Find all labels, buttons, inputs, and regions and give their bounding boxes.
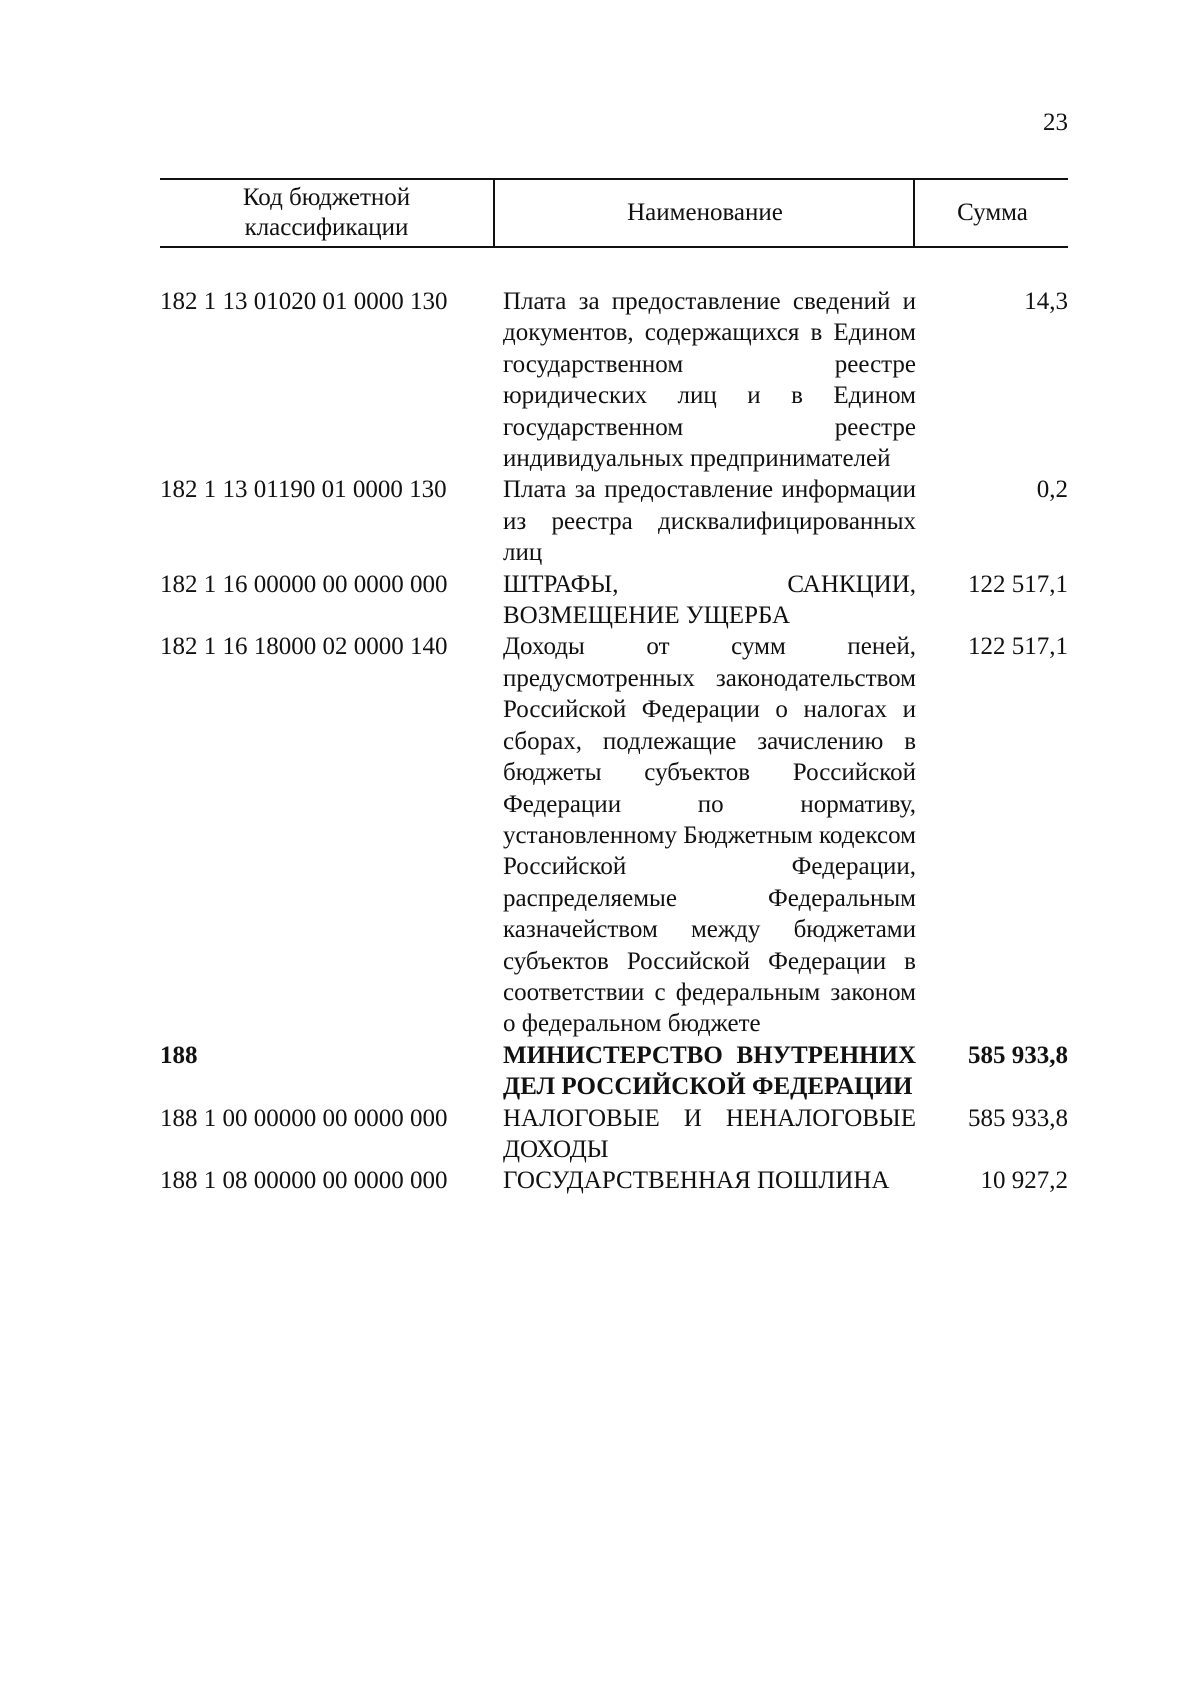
row-name: ГОСУДАРСТВЕННАЯ ПОШЛИНА bbox=[503, 1167, 890, 1195]
row-sum: 14,3 bbox=[1024, 288, 1068, 315]
header-code-label: Код бюджетной классификации bbox=[242, 184, 411, 241]
row-code: 182 1 16 00000 00 0000 000 bbox=[160, 570, 448, 598]
row-name: НАЛОГОВЫЕ И НЕНАЛОГОВЫЕ ДОХОДЫ bbox=[503, 1104, 916, 1163]
row-sum: 0,2 bbox=[1036, 476, 1068, 504]
row-sum: 10 927,2 bbox=[980, 1167, 1068, 1195]
row-sum: 585 933,8 bbox=[968, 1104, 1068, 1132]
header-code bbox=[160, 180, 493, 246]
row-name: ШТРАФЫ, САНКЦИИ, ВОЗМЕЩЕНИЕ УЩЕРБА bbox=[503, 570, 916, 630]
row-code: 182 1 13 01190 01 0000 130 bbox=[160, 476, 447, 504]
row-code: 188 1 00 00000 00 0000 000 bbox=[160, 1104, 448, 1132]
table-row-ministry bbox=[160, 1040, 1068, 1103]
row-sum: 122 517,1 bbox=[968, 570, 1068, 598]
row-name: МИНИСТЕРСТВО ВНУТРЕННИХ ДЕЛ РОССИЙСКОЙ ФЕДЕРАЦИИ bbox=[503, 1041, 916, 1101]
row-sum: 585 933,8 bbox=[968, 1041, 1068, 1069]
table-row bbox=[160, 569, 1068, 632]
row-name: Плата за предоставление информации из реестра дисквалифицированных лиц bbox=[503, 476, 916, 567]
header-sum bbox=[913, 180, 1070, 246]
row-code: 182 1 13 01020 01 0000 130 bbox=[160, 288, 448, 315]
header-name-label: Наименование bbox=[627, 199, 783, 226]
table-header bbox=[160, 178, 1068, 248]
header-name bbox=[493, 180, 915, 246]
table-body bbox=[160, 286, 1068, 1197]
table-row bbox=[160, 1103, 1068, 1166]
table-row bbox=[160, 631, 1068, 1039]
row-name: Доходы от сумм пеней, предусмотренных законодательством Российской Федерации о налогах и сборах, подлежащие зачислению в бюджеты субъектов Российской Федерации по нормативу, установленному Бюджетным кодексом Российской Федерации, распределяемые Федеральным казначейством между бюджетами субъектов Российской Федерации в соответствии с федеральным законом о федеральном бюджете bbox=[503, 633, 916, 1038]
page-number: 23 bbox=[1043, 109, 1068, 136]
row-sum: 122 517,1 bbox=[968, 633, 1068, 661]
table-row bbox=[160, 1165, 1068, 1196]
table-row bbox=[160, 474, 1068, 568]
header-sum-label: Сумма bbox=[957, 199, 1028, 226]
row-code: 182 1 16 18000 02 0000 140 bbox=[160, 633, 448, 661]
row-name: Плата за предоставление сведений и документов, содержащихся в Едином государственном реестре юридических лиц и в Едином государственном реестре индивидуальных предпринимателей bbox=[503, 288, 916, 473]
row-code: 188 1 08 00000 00 0000 000 bbox=[160, 1167, 448, 1195]
row-code: 188 bbox=[160, 1041, 198, 1069]
table-row bbox=[160, 286, 1068, 474]
